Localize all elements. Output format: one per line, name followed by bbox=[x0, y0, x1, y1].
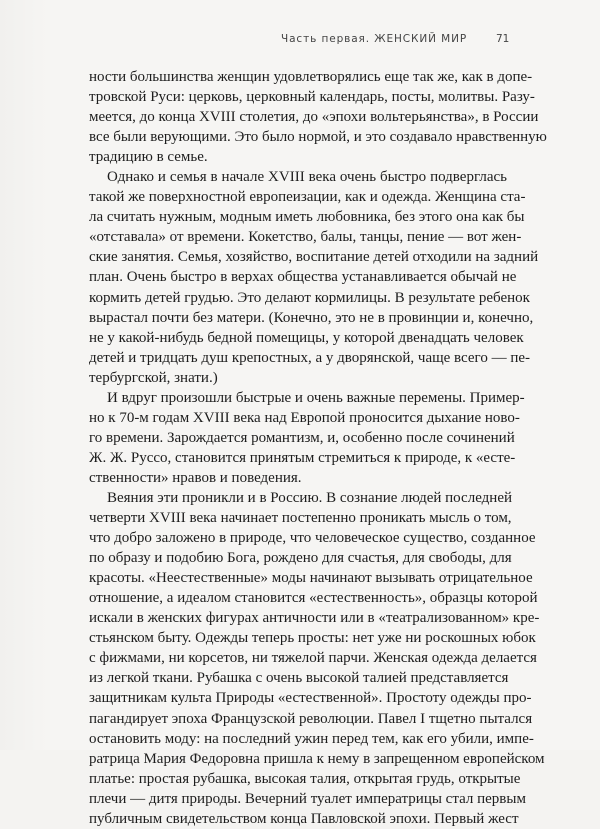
text-line: Веяния эти проникли и в Россию. В сознание людей последней bbox=[107, 489, 512, 506]
text-line: не у какой-нибудь бедной помещицы, у которой двенадцать человек bbox=[89, 329, 524, 346]
text-line: плечи — дитя природы. Вечерний туалет императрицы стал первым bbox=[89, 790, 526, 807]
running-head: Часть первая. ЖЕНСКИЙ МИР bbox=[281, 33, 468, 45]
text-line: публичным свидетельством конца Павловской эпохи. Первый жест bbox=[89, 810, 519, 827]
text-line: го времени. Зарождается романтизм, и, особенно после сочинений bbox=[89, 429, 515, 446]
page-header bbox=[0, 33, 600, 51]
text-line: «отставала» от времени. Кокетство, балы, танцы, пение — вот жен- bbox=[89, 229, 522, 246]
text-line: остановить моду: на последний ужин перед тем, как его убили, импе- bbox=[89, 730, 534, 747]
text-line: меется, до конца XVIII столетия, до «эпохи вольтерьянства», в России bbox=[89, 109, 539, 126]
text-line: вырастал почти без матери. (Конечно, это не в провинции и, конечно, bbox=[89, 309, 534, 326]
text-line: ности большинства женщин удовлетворялись еще так же, как в допе- bbox=[89, 69, 533, 85]
page-number: 71 bbox=[496, 33, 510, 45]
text-line: с фижмами, ни корсетов, ни тяжелой парчи. Женская одежда делается bbox=[89, 650, 537, 667]
text-line: искали в женских фигурах античности или в «театрализованном» кре- bbox=[89, 610, 540, 627]
text-line: Ж. Ж. Руссо, становится принятым стремиться к природе, к «есте- bbox=[89, 449, 516, 466]
text-line: И вдруг произошли быстрые и очень важные перемены. Пример- bbox=[107, 389, 525, 406]
text-line: что добро заложено в природе, что человеческое существо, созданное bbox=[89, 530, 536, 547]
text-line: платье: простая рубашка, высокая талия, открытая грудь, открытые bbox=[89, 770, 521, 787]
text-line: кормить детей грудью. Это делают кормилицы. В результате ребенок bbox=[89, 289, 530, 306]
body-text bbox=[89, 67, 547, 829]
text-line: по образу и подобию Бога, рождено для счастья, для свободы, для bbox=[89, 550, 512, 567]
paragraph bbox=[89, 67, 547, 167]
text-line: защитникам культа Природы «естественной». Простоту одежды про- bbox=[89, 690, 532, 707]
paragraph bbox=[89, 388, 525, 488]
paragraph bbox=[89, 167, 539, 388]
text-line: пагандирует эпоха Французской революции. Павел I тщетно пытался bbox=[89, 710, 533, 727]
text-line: ла считать нужным, модным иметь любовника, без этого она как бы bbox=[89, 209, 525, 226]
text-line: но к 70-м годам XVIII века над Европой проносится дыхание ново- bbox=[89, 409, 520, 426]
text-line: красоты. «Неестественные» моды начинают вызывать отрицательное bbox=[89, 570, 533, 587]
text-line: тровской Руси: церковь, церковный календарь, посты, молитвы. Разу- bbox=[89, 89, 535, 106]
text-line: из легкой ткани. Рубашка с очень высокой талией представляется bbox=[89, 670, 509, 687]
text-line: такой же поверхностной европеизации, как и одежда. Женщина ста- bbox=[89, 189, 526, 206]
text-line: детей и тридцать душ крепостных, а у дворянской, чаще всего — пе- bbox=[89, 349, 531, 366]
text-line: четверти XVIII века начинает постепенно проникать мысль о том, bbox=[89, 510, 512, 527]
text-line: Однако и семья в начале XVIII века очень быстро подверглась bbox=[107, 169, 507, 186]
text-line: стьянском быту. Одежды теперь просты: нет уже ни роскошных юбок bbox=[89, 630, 536, 647]
text-line: традицию в семье. bbox=[89, 149, 208, 166]
text-line: план. Очень быстро в верхах общества устанавливается обычай не bbox=[89, 269, 517, 286]
text-line: отношение, а идеалом становится «естественность», образцы которой bbox=[89, 590, 538, 607]
text-line: ственности» нравов и поведения. bbox=[89, 469, 302, 486]
paragraph bbox=[89, 488, 545, 829]
text-line: ские занятия. Семья, хозяйство, воспитание детей отходили на задний bbox=[89, 249, 539, 266]
text-line: тербургской, знати.) bbox=[89, 369, 218, 386]
text-line: ратрица Мария Федоровна пришла к нему в запрещенном европейском bbox=[89, 750, 545, 767]
text-line: все были верующими. Это было нормой, и это создавало нравственную bbox=[89, 129, 547, 146]
